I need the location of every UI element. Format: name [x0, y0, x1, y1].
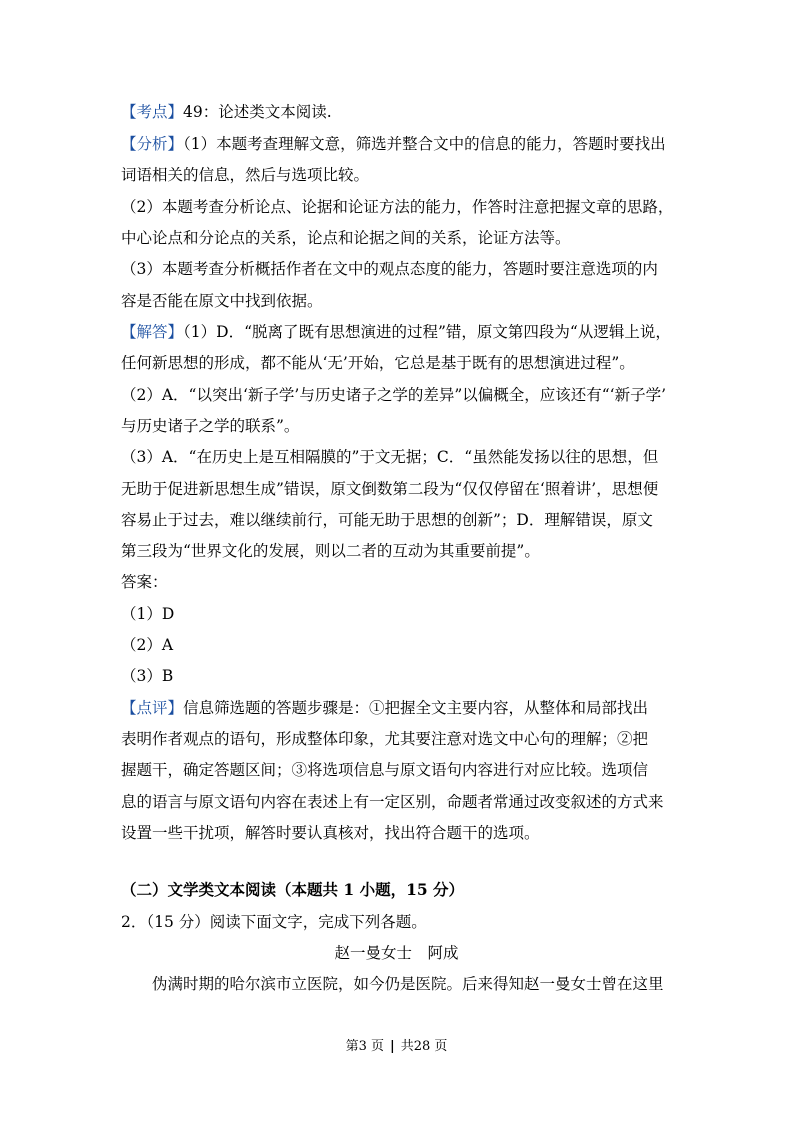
- jieda-line-8: 第三段为“世界文化的发展，则以二者的互动为其重要前提”。: [121, 542, 540, 560]
- footer-total: 共28 页: [400, 1039, 448, 1054]
- answer-item-1: （1）D: [121, 605, 175, 623]
- dianping-line-2: 表明作者观点的语句，形成整体印象，尤其要注意对选文中心句的理解；②把: [121, 730, 649, 748]
- answer-label: 答案：: [121, 573, 168, 591]
- section-heading: （二）文学类文本阅读（本题共 1 小题，15 分）: [121, 880, 465, 899]
- fenxi-line-1: 【分析】（1）本题考查理解文意，筛选并整合文中的信息的能力，答题时要找出: [121, 135, 666, 153]
- dianping-line-4: 息的语言与原文语句内容在表述上有一定区别，命题者常通过改变叙述的方式来: [121, 793, 664, 811]
- fenxi-line-4: 中心论点和分论点的关系，论点和论据之间的关系，论证方法等。: [121, 229, 571, 247]
- jieda-tag: 【解答】: [121, 323, 184, 341]
- dianping-line-1: 【点评】信息筛选题的答题步骤是：①把握全文主要内容，从整体和局部找出: [121, 699, 649, 717]
- dianping-line-3: 握题干，确定答题区间；③将选项信息与原文语句内容进行对应比较。选项信: [121, 761, 649, 779]
- kaodian-line: [121, 102, 681, 122]
- jieda-line-2: 任何新思想的形成，都不能从‘无’开始，它总是基于既有的思想演进过程”。: [121, 354, 635, 372]
- answer-item-2: （2）A: [121, 636, 174, 654]
- jieda-line-5: （3）A．“在历史上是互相隔膜的”于文无据；C．“虽然能发扬以往的思想，但: [121, 448, 659, 466]
- page-footer: [0, 1038, 793, 1056]
- fenxi-line-2: 词语相关的信息，然后与选项比较。: [121, 166, 370, 184]
- article-title: 赵一曼女士 阿成: [334, 944, 459, 962]
- jieda-line-7: 容易止于过去，难以继续前行，可能无助于思想的创新”；D．理解错误，原文: [121, 511, 653, 529]
- dianping-line-5: 设置一些干扰项，解答时要认真核对，找出符合题干的选项。: [121, 824, 540, 842]
- jieda-line-3: （2）A．“以突出‘新子学’与历史诸子之学的差异”以偏概全，应该还有“‘新子学’: [121, 386, 667, 404]
- fenxi-tag: 【分析】: [121, 135, 184, 153]
- jieda-line-4: 与历史诸子之学的联系”。: [121, 417, 300, 435]
- article-first-line: 伪满时期的哈尔滨市立医院，如今仍是医院。后来得知赵一曼女士曾在这里: [152, 975, 664, 993]
- dianping-tag: 【点评】: [121, 699, 184, 717]
- fenxi-line-6: 容是否能在原文中找到依据。: [121, 292, 323, 310]
- fenxi-line-5: （3）本题考查分析概括作者在文中的观点态度的能力，答题时要注意选项的内: [121, 260, 658, 278]
- kaodian-text: 49：论述类文本阅读.: [183, 103, 332, 121]
- jieda-line-6: 无助于促进新思想生成”错误，原文倒数第二段为“仅仅停留在‘照着讲’，思想便: [121, 480, 659, 498]
- fenxi-line-3: （2）本题考查分析论点、论据和论证方法的能力，作答时注意把握文章的思路，: [121, 198, 674, 216]
- question-line: 2．（15 分）阅读下面文字，完成下列各题。: [121, 913, 427, 931]
- footer-page: 第3 页: [345, 1039, 384, 1054]
- jieda-line-1: 【解答】（1）D．“脱离了既有思想演进的过程”错，原文第四段为“从逻辑上说，: [121, 323, 671, 341]
- kaodian-tag: 【考点】: [121, 103, 184, 121]
- footer-separator: |: [389, 1039, 395, 1054]
- answer-item-3: （3）B: [121, 667, 174, 685]
